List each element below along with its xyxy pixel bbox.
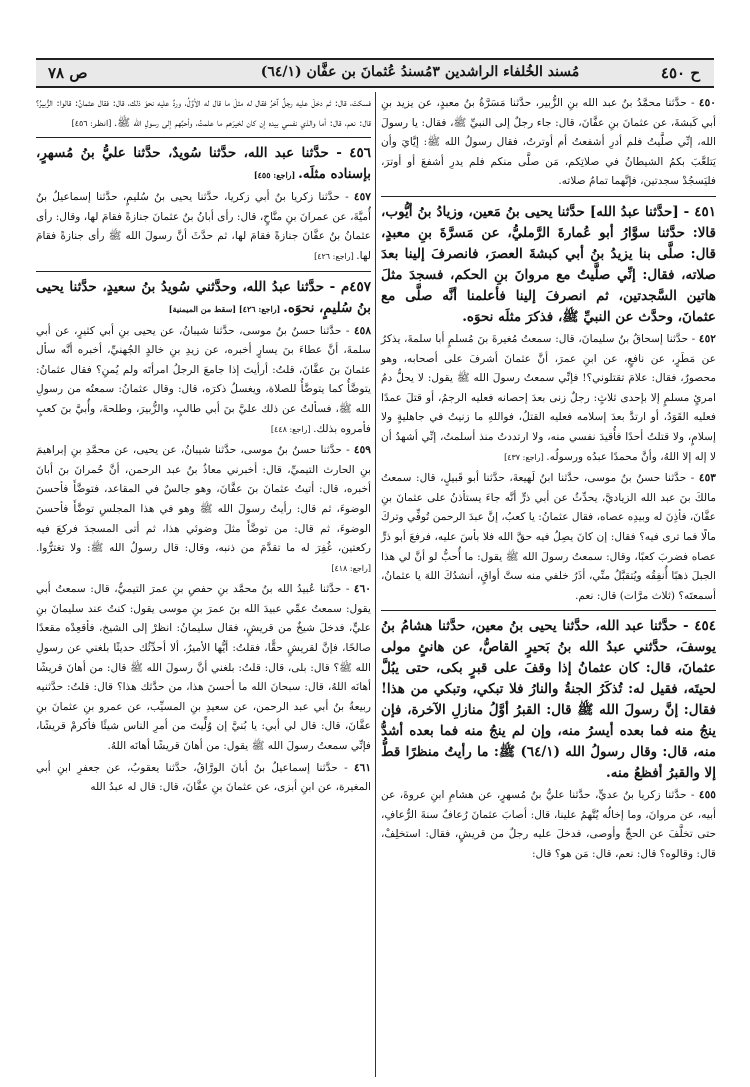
hadith-paragraph — [381, 330, 716, 467]
cross-reference: [راجع: ٤١٨] — [331, 563, 371, 573]
hadith-number: ٤٦١ — [353, 761, 372, 774]
section-text: ٤٥٦ - حدَّثنا عبد الله، حدَّثنا سُويدٌ، حدَّثنا عليُّ بنُ مُسهرٍ، بإسناده مثلَه. — [36, 145, 371, 183]
column-divider — [375, 92, 376, 1077]
cross-reference: [راجع: ٤٣٧] — [504, 452, 547, 462]
cross-reference: [راجع: ٤٢٦] — [314, 251, 357, 261]
section-separator — [381, 610, 716, 611]
section-text: ٤٥١ - [حدَّثنا عبدُ الله] حدَّثنا يحيى بنُ مَعين، وزيادُ بنُ أيُّوب، قالا: حدَّثنا سوَّارُ أبو عُمارةَ الرَّمليُّ، عن مَسرَّةَ بنِ معبدٍ، قال: صلَّى بنا يزيدُ بنُ أبي كبشةَ العصرَ، فانصرفَ إلينا بعدَ صلاته، فقال: إنِّي صلَّيتُ مع مروانَ بنِ الحكم، فسجدَ مثلَ هاتين السَّجدتين، ثم انصرفَ إلينا فأعلمنا أنَّه صلَّى مع عثمانَ، وحدَّث عن النبيِّ ﷺ، فذكرَ مثلَه نحوَه. — [381, 203, 716, 325]
section-text: ٤٥٤ - حدَّثنا عبد الله، حدَّثنا يحيى بنُ معين، حدَّثنا هشامُ بنُ يوسفَ، حدَّثني عبدُ الله بنُ بَحيرٍ القاصُّ، عن هانئٍ مولى عثمانَ، قال: كان عثمانُ إذا وقفَ على قبرٍ بكى، حتى يبُلَّ لحيتَه، فقيل له: تُذكَرُ الجنةُ والنارُ فلا تبكي، وتبكي من هذا! فقال: إنَّ رسولَ الله ﷺ قال: القبرُ أوَّلُ منازلِ الآخرة، فإن ينجُ منه فما بعده أيسرُ منه، وإن لم ينجُ منه فما بعده أشدُّ منه، قال: وقال رسولُ الله (٦٤/١) ﷺ: ما رأيتُ منظرًا قطُّ إلا والقبرُ أفظعُ منه. — [381, 618, 716, 782]
hadith-text: - حدَّثنا عُبيدُ الله بنُ محمَّد بنِ حفصِ بنِ عمرَ التيميُّ، قال: سمعتُ أبي يقول: سمعتُ عمِّي عبيدَ الله بنَ عمرَ بنِ موسى يقول: كنتُ عند سليمانَ بنِ عليٍّ، فدخلَ شيخٌ من قريشٍ، فقال سليمانُ: انظرْ إلى الشيخ، فأقعِدْه مقعدًا صالحًا، فإنَّ لقريشٍ حقًّا، فقلتُ: أيُّها الأميرُ، ألا أحدِّثُك حديثًا بلغني عن رسولِ الله ﷺ؟ قال: بلى، قال: قلتُ: بلغني أنَّ رسولَ الله ﷺ قال: من أهانَ قريشًا أهانَه اللهُ، قال: سبحانَ الله ما أحسنَ هذا، من حدَّثك هذا؟ قال: قلتُ: حدَّثنيه ربيعةُ بنُ أبي عبد الرحمن، عن سعيدِ بنِ المسيِّب، عن عمرو بنِ عثمانَ بنِ عفَّانَ، قال: قال لي أبي: يا بُنيَّ إن وُلِّيتَ من أمرِ الناس شيئًا فأكرمْ قريشًا، فإنِّي سمعتُ رسولَ الله ﷺ يقول: من أهانَ قريشًا أهانَه اللهُ. — [36, 583, 371, 753]
hadith-paragraph — [36, 441, 371, 578]
hadith-number: ٤٥٥ — [698, 789, 716, 802]
hadith-text: - حدَّثنا حسنُ بنُ موسى، حدَّثنا شيبانُ، عن يحيى، عن محمَّدِ بنِ إبراهيمَ بنِ الحارث التيميِّ، قال: أخبرني معاذُ بنُ عبد الرحمن، أنَّ حُمرانَ بنَ أبانَ أخبره، قال: أتيتُ عثمانَ بنَ عفَّانَ، وهو جالسٌ في المقاعد، فتوضَّأَ فأحسنَ الوضوءَ، ثم قال: رأيتُ رسولَ الله ﷺ وهو في هذا المجلسِ توضَّأَ فأحسنَ الوضوءَ، ثم قال: من توضَّأَ مثلَ وضوئي هذا، ثم أتى المسجدَ فركعَ فيه ركعتين، غُفِرَ له ما تقدَّمَ من ذنبه، وقال: قال رسولُ الله ﷺ: ولا تغترُّوا. — [36, 444, 371, 555]
cross-reference: [انظر: ٤٥٦] — [71, 118, 114, 128]
section-heading — [381, 616, 716, 784]
hadith-paragraph — [36, 188, 371, 266]
hadith-text: - حدَّثنا إسماعيلُ بنُ أبانَ الورَّاقُ، حدَّثنا يعقوبُ، عن جعفرِ ابنِ أبي المغيرة، عن ابنِ أبزى، عن عثمانَ بنِ عفَّانَ، قال: قال له عبدُ الله — [36, 761, 371, 794]
hadith-number: ٤٦٠ — [353, 583, 371, 596]
hadith-text: - حدَّثنا حسنُ بنُ موسى، حدَّثنا ابنُ لَهيعةَ، حدَّثنا أبو قَبيلٍ، قال: سمعتُ مالكَ بنَ عبد الله الزياديَّ، يحدِّثُ عن أبي ذرٍّ أنَّه جاءَ يستأذنُ على عثمانَ بنِ عفَّانَ، فأذِنَ له وبيدِه عصاه، فقال عثمانُ: يا كعبُ، إنَّ عبدَ الرحمن تُوفِّي وتركَ مالًا فما ترى فيه؟ فقال: إن كانَ يصِلُ فيه حقَّ الله فلا بأسَ عليه، فرفعَ أبو ذرٍّ عصاه فضربَ كعبًا، وقال: سمعتُ رسولَ الله ﷺ يقول: ما أُحبُّ لو أنَّ لي هذا الجبلَ ذهبًا أُنفِقُه ويُتقبَّلُ منِّي، أذَرُ خلفي منه ستَّ أواقٍ، أنشدُكَ اللهَ يا عثمانُ، أسمعتَه؟ (ثلاث مرَّات) قال: نعم. — [381, 472, 716, 602]
section-heading — [381, 202, 716, 328]
hadith-paragraph — [381, 94, 716, 192]
running-header — [36, 58, 714, 88]
section-separator — [36, 271, 371, 272]
hadith-number: ٤٥٣ — [698, 472, 716, 485]
hadith-range: ح ٤٥٠ — [660, 64, 700, 82]
left-column — [36, 94, 371, 800]
section-separator — [381, 196, 716, 197]
hadith-text: - حدَّثنا زكريا بنُ أبي زكريا، حدَّثنا يحيى بنُ سُليمٍ، حدَّثنا إسماعيلُ بنُ أُميَّةَ، عن عمرانَ بنِ منَّاحٍ، قال: رأى أبانُ بنُ عثمانَ جنازةً فقامَ لها، وقال: رأى عثمانُ بنُ عفَّانَ جنازةً فقامَ لها، ثم حدَّثَ أنَّ رسولَ الله ﷺ رأى جنازةً فقامَ لها. — [36, 191, 371, 262]
hadith-paragraph — [381, 786, 716, 864]
page-number: ص ٧٨ — [48, 64, 88, 82]
section-text: ٤٥٧م - حدَّثنا عبدُ الله، وحدَّثني سُويدُ بنُ سعيدٍ، حدَّثنا يحيى بنُ سُليمٍ، نحوَه. — [36, 278, 371, 316]
hadith-number: ٤٥٨ — [353, 324, 372, 337]
hadith-number: ٤٥٩ — [353, 444, 371, 457]
hadith-text: - حدَّثنا محمَّدُ بنُ عبد الله بنِ الزُّبير، حدَّثنا مَسَرَّةُ بنُ معبدٍ، عن يزيد بنِ أبي كَبشةَ، عن عثمانَ بنِ عفَّانَ، قال: جاء رجلٌ إلى النبيِّ ﷺ، فقال: يا رسولَ الله، إنِّي صلَّيتُ فلم أدرِ أشفعتُ أم أوترتُ، فقال رسولُ الله ﷺ: إيَّايَ وأن يَتلعَّبَ بكمُ الشيطانُ في صلاتِكم، مَن صلَّى منكم فلم يدرِ أشفعَ أو أوترَ، فليَسجُدْ سجدتين، فإنَّهما تمامُ صلاته. — [381, 97, 716, 188]
right-column — [381, 94, 716, 867]
section-heading — [36, 277, 371, 320]
section-heading — [36, 143, 371, 186]
hadith-number: ٤٥٠ — [698, 97, 716, 109]
hadith-paragraph — [36, 580, 371, 756]
cross-reference: [راجع: ٤٥٥] — [253, 170, 299, 181]
hadith-text: - حدَّثنا زكريا بنُ عديٍّ، حدَّثنا عليُّ بنُ مُسهرٍ، عن هشامِ ابنِ عروةَ، عن أبيه، عن مروانَ، وما إخالُه يُتَّهمُ علينا، قال: أصابَ عثمانَ رُعافٌ سنةَ الرُّعافِ، حتى تخلَّفَ عن الحجِّ وأوصى، فدخلَ عليه رجلٌ من قريشٍ، فقال: استخلِفْ، قال: وقالوه؟ قال: نعم، قال: مَن هو؟ قال: — [381, 789, 716, 861]
section-separator — [36, 137, 371, 138]
book-title: مُسند الخُلفاء الراشدين ٣مُسندُ عُثمانَ بن عفَّان (٦٤/١) — [260, 64, 580, 80]
hadith-text: - حدَّثنا إسحاقُ بنُ سليمانَ، قال: سمعتُ مُغيرةَ بنَ مُسلمٍ أبا سلمةَ، يذكرُ عن مَطَرٍ، عن نافعٍ، عن ابنِ عمرَ، أنَّ عثمانَ أشرفَ على أصحابه، وهو محصورٌ، فقال: علامَ تقتلوني؟! فإنِّي سمعتُ رسولَ الله ﷺ يقول: لا يحلُّ دمُ امرئٍ مسلمٍ إلا بإحدى ثلاثٍ: رجلٌ زنى بعدَ إحصانه فعليه الرجمُ، أو قتلَ عمدًا فعليه القَوَدُ، أو ارتدَّ بعدَ إسلامه فعليه القتلُ، فواللهِ ما زنيتُ في جاهليةٍ ولا إسلامٍ، ولا قتلتُ أحدًا فأُقيدَ نفسي منه، ولا ارتددتُ منذ أسلمتُ، إنِّي أشهدُ أن لا إله إلا اللهُ، وأنَّ محمدًا عبدُه ورسولُه. — [381, 332, 716, 463]
hadith-paragraph — [36, 759, 371, 798]
hadith-paragraph — [381, 469, 716, 606]
hadith-text: - حدَّثنا حسنُ بنُ موسى، حدَّثنا شيبانُ، عن يحيى بنِ أبي كثيرٍ، عن أبي سلمةَ، أنَّ عطاءَ بنَ يسارٍ أخبره، عن زيدِ بنِ خالدٍ الجُهنيِّ، أخبره أنَّه سأل عثمانَ بنَ عفَّانَ، قلتُ: أرأيتَ إذا جامعَ الرجلُ امرأتَه ولم يُمنِ؟ فقال عثمانُ: يتوضَّأُ كما يتوضَّأُ للصلاة، ويغسلُ ذكرَه، قال: وقال عثمانُ: سمعتُه من رسولِ الله ﷺ، فسألتُ عن ذلك عليَّ بنَ أبي طالبٍ، والزُّبيرَ، وطلحةَ، وأُبيَّ بنَ كعبٍ فأمروه بذلك. — [36, 324, 371, 435]
hadith-text: فسكتَ، قال: ثم دخلَ عليه رجلٌ آخرُ فقال له مثلَ ما قال له الأوَّلُ، وردَّ عليه نحوَ ذلك، قال: فقال عثمانُ: قالوا: الزُّبيرُ؟ قال: نعم، قال: أما والذي نفسي بيده إن كان لخيرَهم ما علمتُ، وأحبَّهم إلى رسولِ الله ﷺ. — [36, 97, 371, 129]
hadith-number: ٤٥٧ — [353, 191, 371, 204]
hadith-number: ٤٥٢ — [698, 332, 716, 345]
hadith-paragraph — [36, 94, 371, 133]
cross-reference: [راجع: ٤٤٨] — [270, 424, 314, 434]
cross-reference: [راجع: ٤٢٦] [سقط من الميمنية] — [168, 303, 284, 314]
hadith-paragraph — [36, 322, 371, 440]
